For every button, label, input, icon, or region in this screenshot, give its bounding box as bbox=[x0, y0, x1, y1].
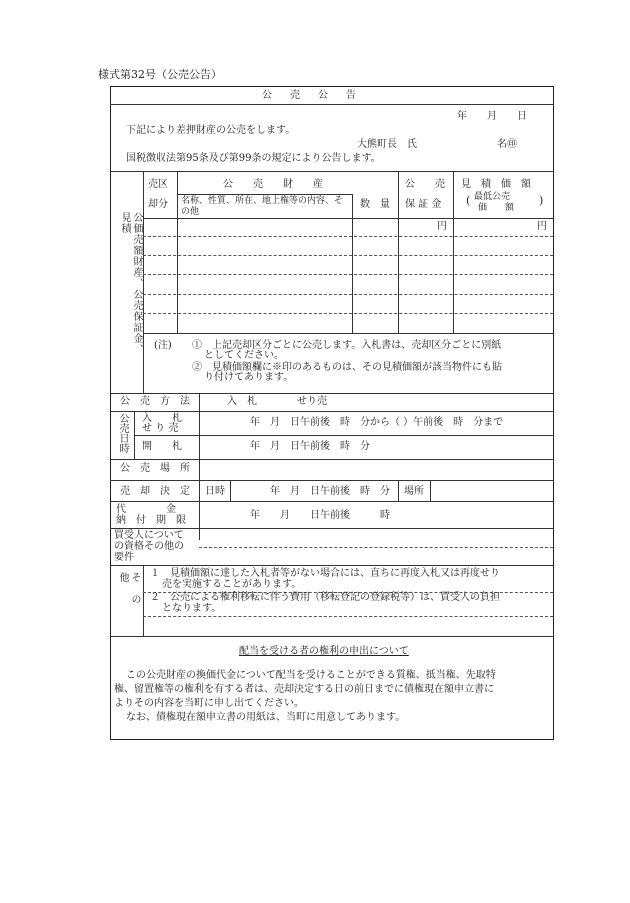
divider bbox=[143, 171, 144, 393]
date-line: 年 月 日 bbox=[457, 111, 527, 122]
divider bbox=[110, 528, 553, 529]
claim-heading: 配当を受ける者の権利の申出について bbox=[239, 646, 409, 657]
decision-datetime: 年 月 日午前後 時 分 bbox=[270, 486, 390, 497]
bid-label-2: せ り 売 bbox=[142, 423, 179, 434]
divider bbox=[199, 393, 200, 540]
divider bbox=[110, 459, 553, 460]
divider bbox=[143, 565, 144, 636]
estimate-sub-2: 価 額 bbox=[478, 203, 515, 213]
form-number: 様式第32号（公売公告） bbox=[98, 68, 222, 81]
divider bbox=[110, 565, 553, 566]
buyer-label-1: 買受人について bbox=[114, 530, 184, 541]
divider bbox=[143, 255, 553, 256]
decision-datetime-label: 日時 bbox=[205, 486, 225, 497]
kubun-bottom: 却分 bbox=[148, 199, 168, 210]
paren-left: ( bbox=[466, 194, 471, 207]
divider bbox=[143, 218, 553, 219]
divider bbox=[177, 194, 353, 195]
divider bbox=[110, 411, 553, 412]
divider bbox=[199, 547, 553, 548]
claim-paragraph-4: なお、債権現在額申立書の用紙は、当町に用意してあります。 bbox=[126, 712, 406, 723]
divider bbox=[430, 480, 431, 501]
divider bbox=[110, 480, 553, 481]
other-2a: ２ 公売による権利移転に伴う費用（移転登記の登録税等）は、買受人の負担 bbox=[150, 592, 500, 603]
mayor-signature: 大熊町長 氏 名㊞ bbox=[357, 139, 517, 150]
claim-paragraph-2: 権、留置権等の権利を有する者は、売却決定する日の前日までに債権現在額申立書に bbox=[114, 684, 494, 695]
divider bbox=[143, 294, 553, 295]
divider bbox=[110, 501, 553, 502]
open-datetime: 年 月 日午前後 時 分 bbox=[250, 441, 370, 452]
method-value: 入 札 せり売 bbox=[227, 396, 327, 407]
divider bbox=[110, 104, 553, 105]
divider bbox=[110, 393, 553, 394]
divider bbox=[398, 171, 399, 333]
note-2b: り付けてあります。 bbox=[204, 372, 294, 383]
divider bbox=[143, 274, 553, 275]
bid-label-1: 入 札 bbox=[142, 413, 182, 424]
payment-label-2: 納 付 期 限 bbox=[116, 515, 186, 526]
property-header: 公 売 財 産 bbox=[223, 179, 323, 190]
notes-label: (注) bbox=[154, 340, 172, 351]
note-1b: としてください。 bbox=[204, 350, 284, 361]
decision-label: 売 却 決 定 bbox=[120, 486, 190, 497]
bid-datetime: 年 月 日午前後 時 分から（ ）午前後 時 分まで bbox=[250, 417, 504, 428]
other-2b: となります。 bbox=[162, 603, 222, 614]
estimate-sub-1: 最低公売 bbox=[474, 192, 511, 202]
legal-basis: 国税徴収法第95条及び第99条の規定により公告します。 bbox=[126, 153, 381, 164]
divider bbox=[110, 636, 553, 637]
decision-place-label: 場所 bbox=[404, 486, 424, 497]
divider bbox=[453, 171, 454, 333]
divider bbox=[230, 480, 231, 501]
other-1a: １ 見積価額に達した入札者等がない場合には、直ちに再度入札又は再度せり bbox=[150, 568, 500, 579]
yen-deposit: 円 bbox=[437, 221, 447, 232]
buyer-label-2: の資格その他の bbox=[114, 541, 184, 552]
yen-estimate: 円 bbox=[537, 221, 547, 232]
divider bbox=[143, 236, 553, 237]
claim-paragraph-3: よりその内容を当町に申し出てください。 bbox=[114, 698, 304, 709]
divider bbox=[134, 435, 553, 436]
payment-deadline: 年 月 日午前後 時 bbox=[250, 510, 390, 521]
deposit-header-top: 公 売 bbox=[405, 179, 445, 190]
note-1a: ① 上記売却区分ごとに公売します。入札書は、売却区分ごとに別紙 bbox=[192, 340, 502, 351]
payment-label-1: 代 金 bbox=[116, 504, 176, 515]
other-side-label: その他 bbox=[117, 572, 140, 616]
divider bbox=[398, 480, 399, 501]
property-subheader: 名称、性質、所在、地上権等の内容、その他 bbox=[181, 196, 344, 217]
divider bbox=[143, 313, 553, 314]
divider bbox=[177, 171, 178, 333]
note-2a: ② 見積価額欄に※印のあるものは、その見積価額が該当物件にも貼 bbox=[192, 362, 502, 373]
method-label: 公 売 方 法 bbox=[120, 396, 190, 407]
intro-text: 下記により差押財産の公売をします。 bbox=[126, 125, 296, 136]
property-side-label: 公価売額財産、公売保証金、見積 bbox=[119, 212, 142, 355]
buyer-label-3: 要件 bbox=[114, 552, 134, 563]
divider bbox=[143, 333, 553, 334]
place-label: 公 売 場 所 bbox=[120, 463, 190, 474]
datetime-side-label: 公売日時 bbox=[117, 413, 128, 453]
quantity-header: 数 量 bbox=[360, 199, 390, 210]
estimate-header: 見 積 価 額 bbox=[461, 179, 531, 190]
other-1b: 売を実施することがあります。 bbox=[162, 579, 302, 590]
paren-right: ) bbox=[539, 194, 544, 207]
open-label: 開 札 bbox=[142, 441, 182, 452]
divider bbox=[143, 616, 553, 617]
kubun-top: 売区 bbox=[148, 179, 168, 190]
claim-paragraph-1: この公売財産の換価代金について配当を受けることができる質権、抵当権、先取特 bbox=[126, 670, 496, 681]
deposit-header-bottom: 保 証 金 bbox=[405, 199, 442, 210]
page-title: 公 売 公 告 bbox=[262, 90, 360, 101]
